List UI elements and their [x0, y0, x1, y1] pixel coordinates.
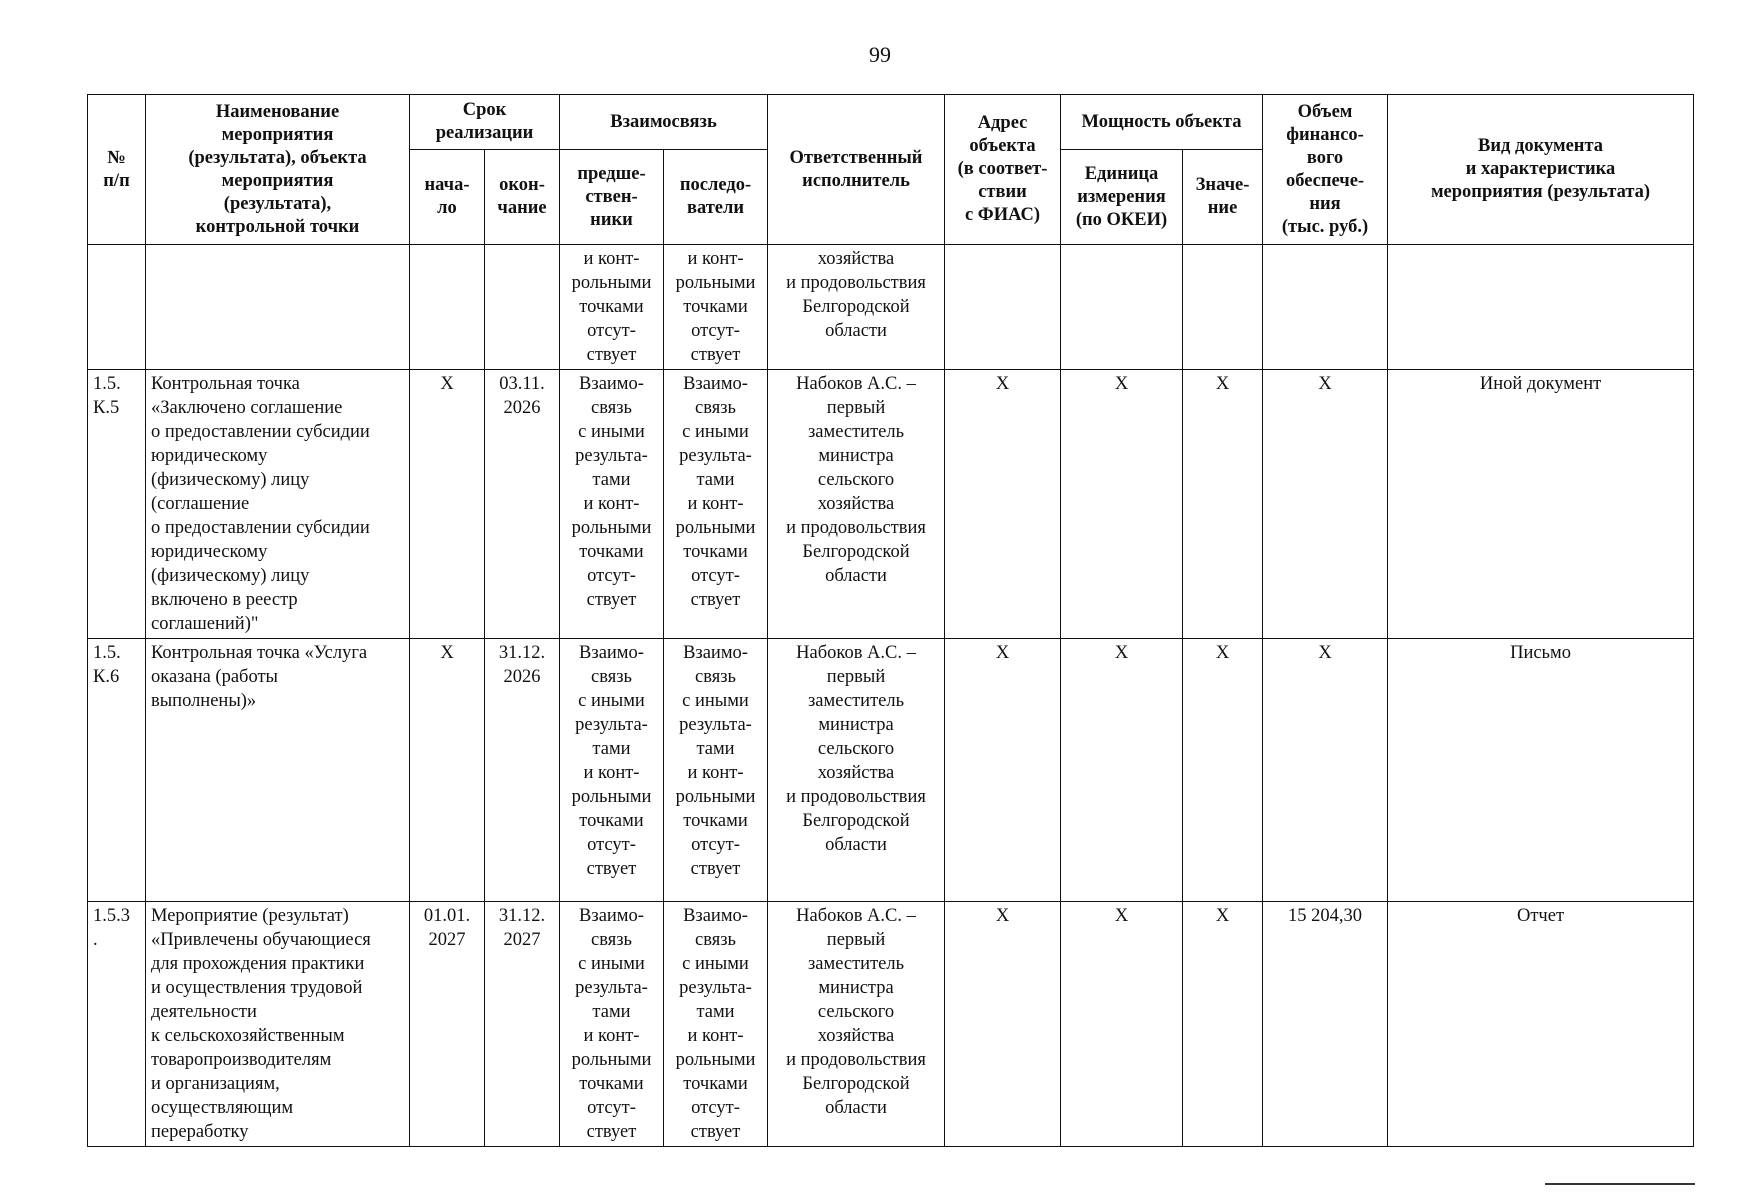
cell-finance: X [1263, 639, 1388, 902]
cell-start: X [410, 370, 485, 639]
table-row [88, 902, 1694, 1147]
header-responsible: Ответственный исполнитель [768, 95, 945, 245]
cell-end: 03.11. 2026 [485, 370, 560, 639]
cell-value: X [1183, 370, 1263, 639]
table-row [88, 370, 1694, 639]
cell-finance [1263, 245, 1388, 370]
cell-responsible: Набоков А.С. – первый заместитель министра сельского хозяйства и продовольствия Белгородской области [768, 370, 945, 639]
cell-predecessors: и конт- рольными точками отсут- ствует [560, 245, 664, 370]
header-relation: Взаимосвязь [560, 95, 768, 150]
cell-finance: 15 204,30 [1263, 902, 1388, 1147]
cell-name: Мероприятие (результат) «Привлечены обучающиеся для прохождения практики и осуществления трудовой деятельности к сельскохозяйственным товаропроизводителям и организациям, осуществляющим переработку [146, 902, 410, 1147]
cell-successors: и конт- рольными точками отсут- ствует [664, 245, 768, 370]
cell-value: X [1183, 902, 1263, 1147]
header-name: Наименование мероприятия (результата), объекта мероприятия (результата), контрольной точки [146, 95, 410, 245]
cell-name: Контрольная точка «Заключено соглашение о предоставлении субсидии юридическому (физическому) лицу (соглашение о предоставлении субсидии юридическому (физическому) лицу включено в реестр соглашений)" [146, 370, 410, 639]
header-term-start: нача- ло [410, 150, 485, 245]
cell-responsible: Набоков А.С. – первый заместитель министра сельского хозяйства и продовольствия Белгородской области [768, 639, 945, 902]
cell-finance: X [1263, 370, 1388, 639]
cell-unit [1061, 245, 1183, 370]
cell-address: X [945, 902, 1061, 1147]
cell-address: X [945, 639, 1061, 902]
cell-num: 1.5. К.5 [88, 370, 146, 639]
header-successors: последо- ватели [664, 150, 768, 245]
cell-successors: Взаимо- связь с иными результа- тами и конт- рольными точками отсут- ствует [664, 902, 768, 1147]
cell-name: Контрольная точка «Услуга оказана (работы выполнены)» [146, 639, 410, 902]
header-finance: Объем финансо- вого обеспече- ния (тыс. руб.) [1263, 95, 1388, 245]
cell-doc-type: Иной документ [1388, 370, 1694, 639]
cell-start: 01.01. 2027 [410, 902, 485, 1147]
cell-end: 31.12. 2027 [485, 902, 560, 1147]
header-doc-type: Вид документа и характеристика мероприятия (результата) [1388, 95, 1694, 245]
cell-value: X [1183, 639, 1263, 902]
cell-doc-type [1388, 245, 1694, 370]
header-num: № п/п [88, 95, 146, 245]
header-predecessors: предше- ствен- ники [560, 150, 664, 245]
events-table [87, 94, 1694, 1147]
cell-address: X [945, 370, 1061, 639]
cell-doc-type: Отчет [1388, 902, 1694, 1147]
cell-start: X [410, 639, 485, 902]
cell-predecessors: Взаимо- связь с иными результа- тами и конт- рольными точками отсут- ствует [560, 370, 664, 639]
header-capacity: Мощность объекта [1061, 95, 1263, 150]
cell-doc-type: Письмо [1388, 639, 1694, 902]
cell-num [88, 245, 146, 370]
cell-num: 1.5. К.6 [88, 639, 146, 902]
header-term-end: окон- чание [485, 150, 560, 245]
cell-responsible: Набоков А.С. – первый заместитель министра сельского хозяйства и продовольствия Белгородской области [768, 902, 945, 1147]
cell-unit: X [1061, 370, 1183, 639]
header-address: Адрес объекта (в соответ- ствии с ФИАС) [945, 95, 1061, 245]
header-value: Значе- ние [1183, 150, 1263, 245]
table-row-continuation [88, 245, 1694, 370]
cell-responsible: хозяйства и продовольствия Белгородской области [768, 245, 945, 370]
cell-end: 31.12. 2026 [485, 639, 560, 902]
cell-successors: Взаимо- связь с иными результа- тами и конт- рольными точками отсут- ствует [664, 639, 768, 902]
cell-value [1183, 245, 1263, 370]
cell-successors: Взаимо- связь с иными результа- тами и конт- рольными точками отсут- ствует [664, 370, 768, 639]
cell-num: 1.5.3 . [88, 902, 146, 1147]
page-number: 99 [869, 42, 891, 67]
cell-name [146, 245, 410, 370]
cell-unit: X [1061, 639, 1183, 902]
scan-mark-line [1545, 1183, 1695, 1185]
cell-predecessors: Взаимо- связь с иными результа- тами и конт- рольными точками отсут- ствует [560, 902, 664, 1147]
cell-predecessors: Взаимо- связь с иными результа- тами и конт- рольными точками отсут- ствует [560, 639, 664, 902]
header-term: Срок реализации [410, 95, 560, 150]
header-unit: Единица измерения (по ОКЕИ) [1061, 150, 1183, 245]
cell-address [945, 245, 1061, 370]
table-header [88, 95, 1694, 245]
table-row [88, 639, 1694, 902]
cell-end [485, 245, 560, 370]
cell-start [410, 245, 485, 370]
cell-unit: X [1061, 902, 1183, 1147]
